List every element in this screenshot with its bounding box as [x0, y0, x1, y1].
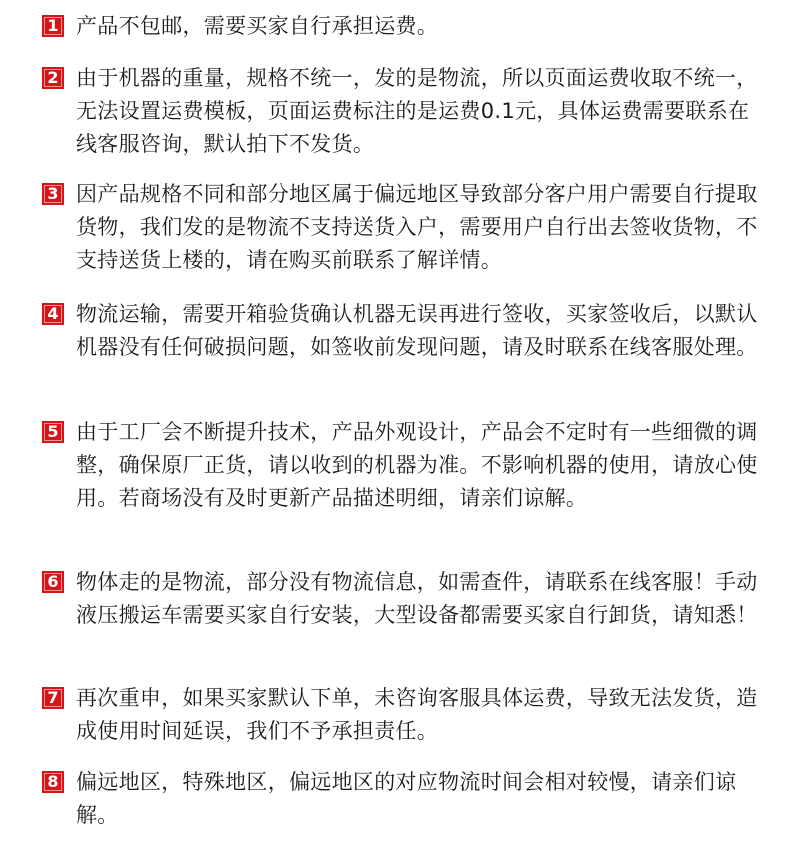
notice-text-4: 物流运输，需要开箱验货确认机器无误再进行签收，买家签收后，以默认机器没有任何破损问题，如签收前发现问题，请及时联系在线客服处理。 [76, 302, 758, 359]
notice-text-1: 产品不包邮，需要买家自行承担运费。 [76, 14, 439, 38]
notice-text-6: 物体走的是物流，部分没有物流信息，如需查件，请联系在线客服！手动液压搬运车需要买家自行安装，大型设备都需要买家自行卸货，请知悉！ [76, 570, 758, 627]
number-badge-3: 3 [42, 183, 64, 205]
number-badge-7: 7 [42, 687, 64, 709]
notice-text-7: 再次重申，如果买家默认下单，未咨询客服具体运费，导致无法发货，造成使用时间延误，我们不予承担责任。 [76, 686, 758, 743]
number-badge-1: 1 [42, 15, 64, 37]
number-badge-5: 5 [42, 421, 64, 443]
number-badge-6: 6 [42, 571, 64, 593]
notice-text-3: 因产品规格不同和部分地区属于偏远地区导致部分客户用户需要自行提取货物，我们发的是物流不支持送货入户，需要用户自行出去签收货物，不支持送货上楼的，请在购买前联系了解详情。 [76, 182, 758, 272]
number-badge-2: 2 [42, 67, 64, 89]
number-badge-4: 4 [42, 303, 64, 325]
notice-text-8: 偏远地区，特殊地区，偏远地区的对应物流时间会相对较慢，请亲们谅解。 [76, 770, 737, 827]
number-badge-8: 8 [42, 771, 64, 793]
notice-text-2: 由于机器的重量，规格不统一，发的是物流，所以页面运费收取不统一，无法设置运费模板，页面运费标注的是运费0.1元，具体运费需要联系在线客服咨询，默认拍下不发货。 [76, 66, 758, 156]
notice-text-5: 由于工厂会不断提升技术，产品外观设计，产品会不定时有一些细微的调整，确保原厂正货，请以收到的机器为准。不影响机器的使用，请放心使用。若商场没有及时更新产品描述明细，请亲们谅解。 [76, 420, 758, 510]
